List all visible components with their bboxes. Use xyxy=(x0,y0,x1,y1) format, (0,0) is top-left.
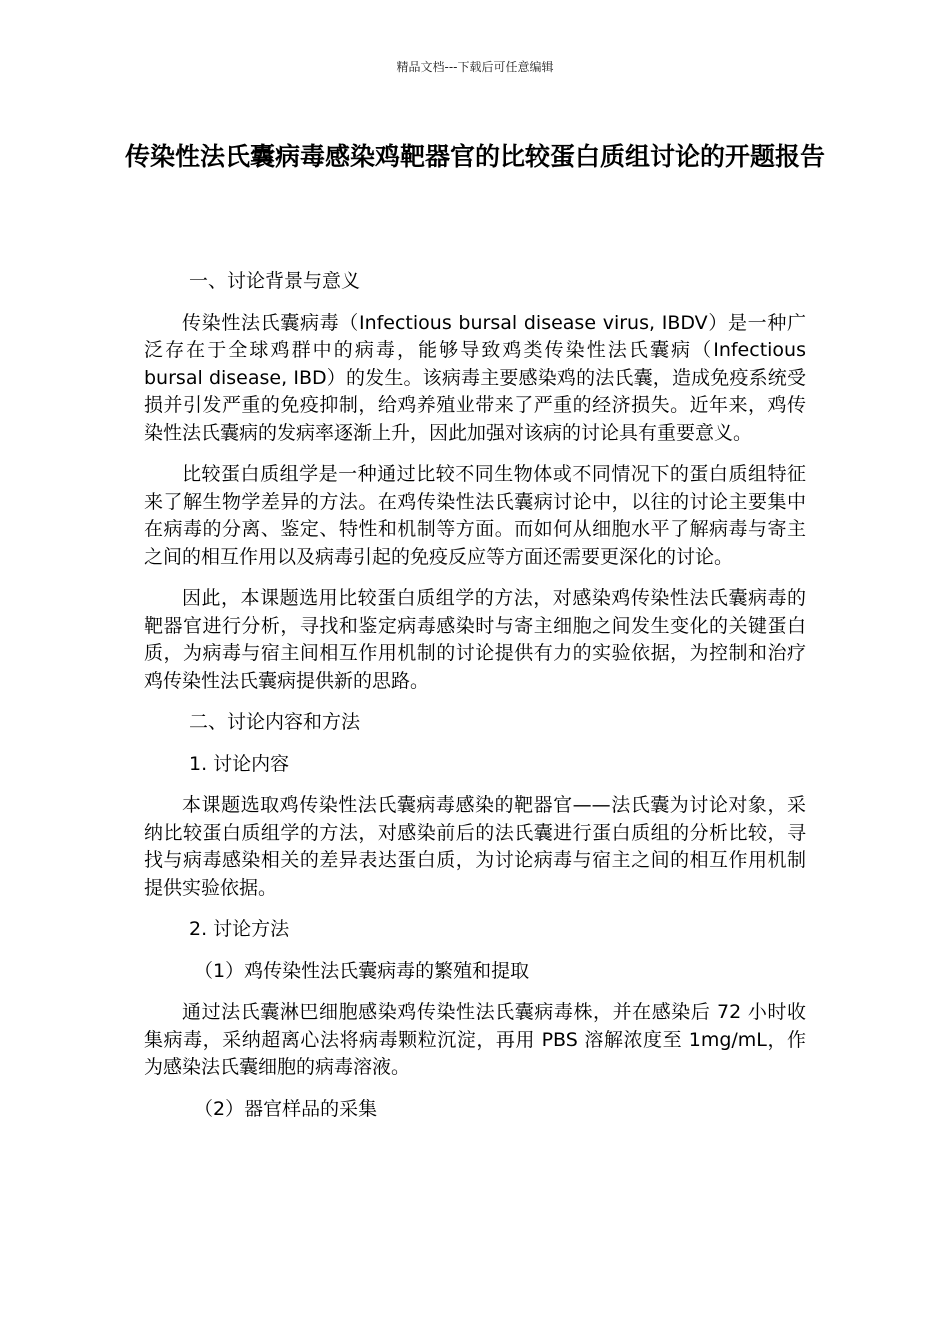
paragraph-research-content: 本课题选取鸡传染性法氏囊病毒感染的靶器官——法氏囊为讨论对象，采纳比较蛋白质组学的方法，对感染前后的法氏囊进行蛋白质组的分析比较，寻找与病毒感染相关的差异表达蛋白质，为讨论病毒与宿主之间的相互作用机制提供实验依据。 xyxy=(144,794,806,899)
section-heading-content-methods: 二、讨论内容和方法 xyxy=(189,711,361,733)
paragraph-virus-propagation: 通过法氏囊淋巴细胞感染鸡传染性法氏囊病毒株，并在感染后 72 小时收集病毒，采纳超离心法将病毒颗粒沉淀，再用 PBS 溶解浓度至 1mg/mL，作为感染法氏囊细胞的病毒溶液。 xyxy=(144,1001,806,1078)
document-title: 传染性法氏囊病毒感染鸡靶器官的比较蛋白质组讨论的开题报告 xyxy=(124,142,825,171)
document-body xyxy=(144,268,806,1137)
page-header: 精品文档---下载后可任意编辑 xyxy=(396,60,554,74)
subsection-heading-content: 1. 讨论内容 xyxy=(189,752,290,775)
paragraph-ibdv-intro: 传染性法氏囊病毒（Infectious bursal disease virus, IBDV）是一种广泛存在于全球鸡群中的病毒，能够导致鸡类传染性法氏囊病（Infectious bursal disease, IBD）的发生。该病毒主要感染鸡的法氏囊，造成免疫系统受损并引发严重的免疫抑制，给鸡养殖业带来了严重的经济损失。近年来，鸡传染性法氏囊病的发病率逐渐上升，因此加强对该病的讨论具有重要意义。 xyxy=(144,311,806,444)
section-heading-background: 一、讨论背景与意义 xyxy=(189,270,361,292)
paragraph-proteomics: 比较蛋白质组学是一种通过比较不同生物体或不同情况下的蛋白质组特征来了解生物学差异的方法。在鸡传染性法氏囊病讨论中，以往的讨论主要集中在病毒的分离、鉴定、特性和机制等方面。而如何从细胞水平了解病毒与寄主之间的相互作用以及病毒引起的免疫反应等方面还需要更深化的讨论。 xyxy=(144,463,806,568)
subsection-heading-methods: 2. 讨论方法 xyxy=(189,918,290,940)
method-heading-virus-propagation: （1）鸡传染性法氏囊病毒的繁殖和提取 xyxy=(194,959,530,982)
paragraph-purpose: 因此，本课题选用比较蛋白质组学的方法，对感染鸡传染性法氏囊病毒的靶器官进行分析，寻找和鉴定病毒感染时与寄主细胞之间发生变化的关键蛋白质，为病毒与宿主间相互作用机制的讨论提供有力的实验依据，为控制和治疗鸡传染性法氏囊病提供新的思路。 xyxy=(144,587,806,692)
method-heading-sample-collection: （2）器官样品的采集 xyxy=(194,1097,378,1120)
